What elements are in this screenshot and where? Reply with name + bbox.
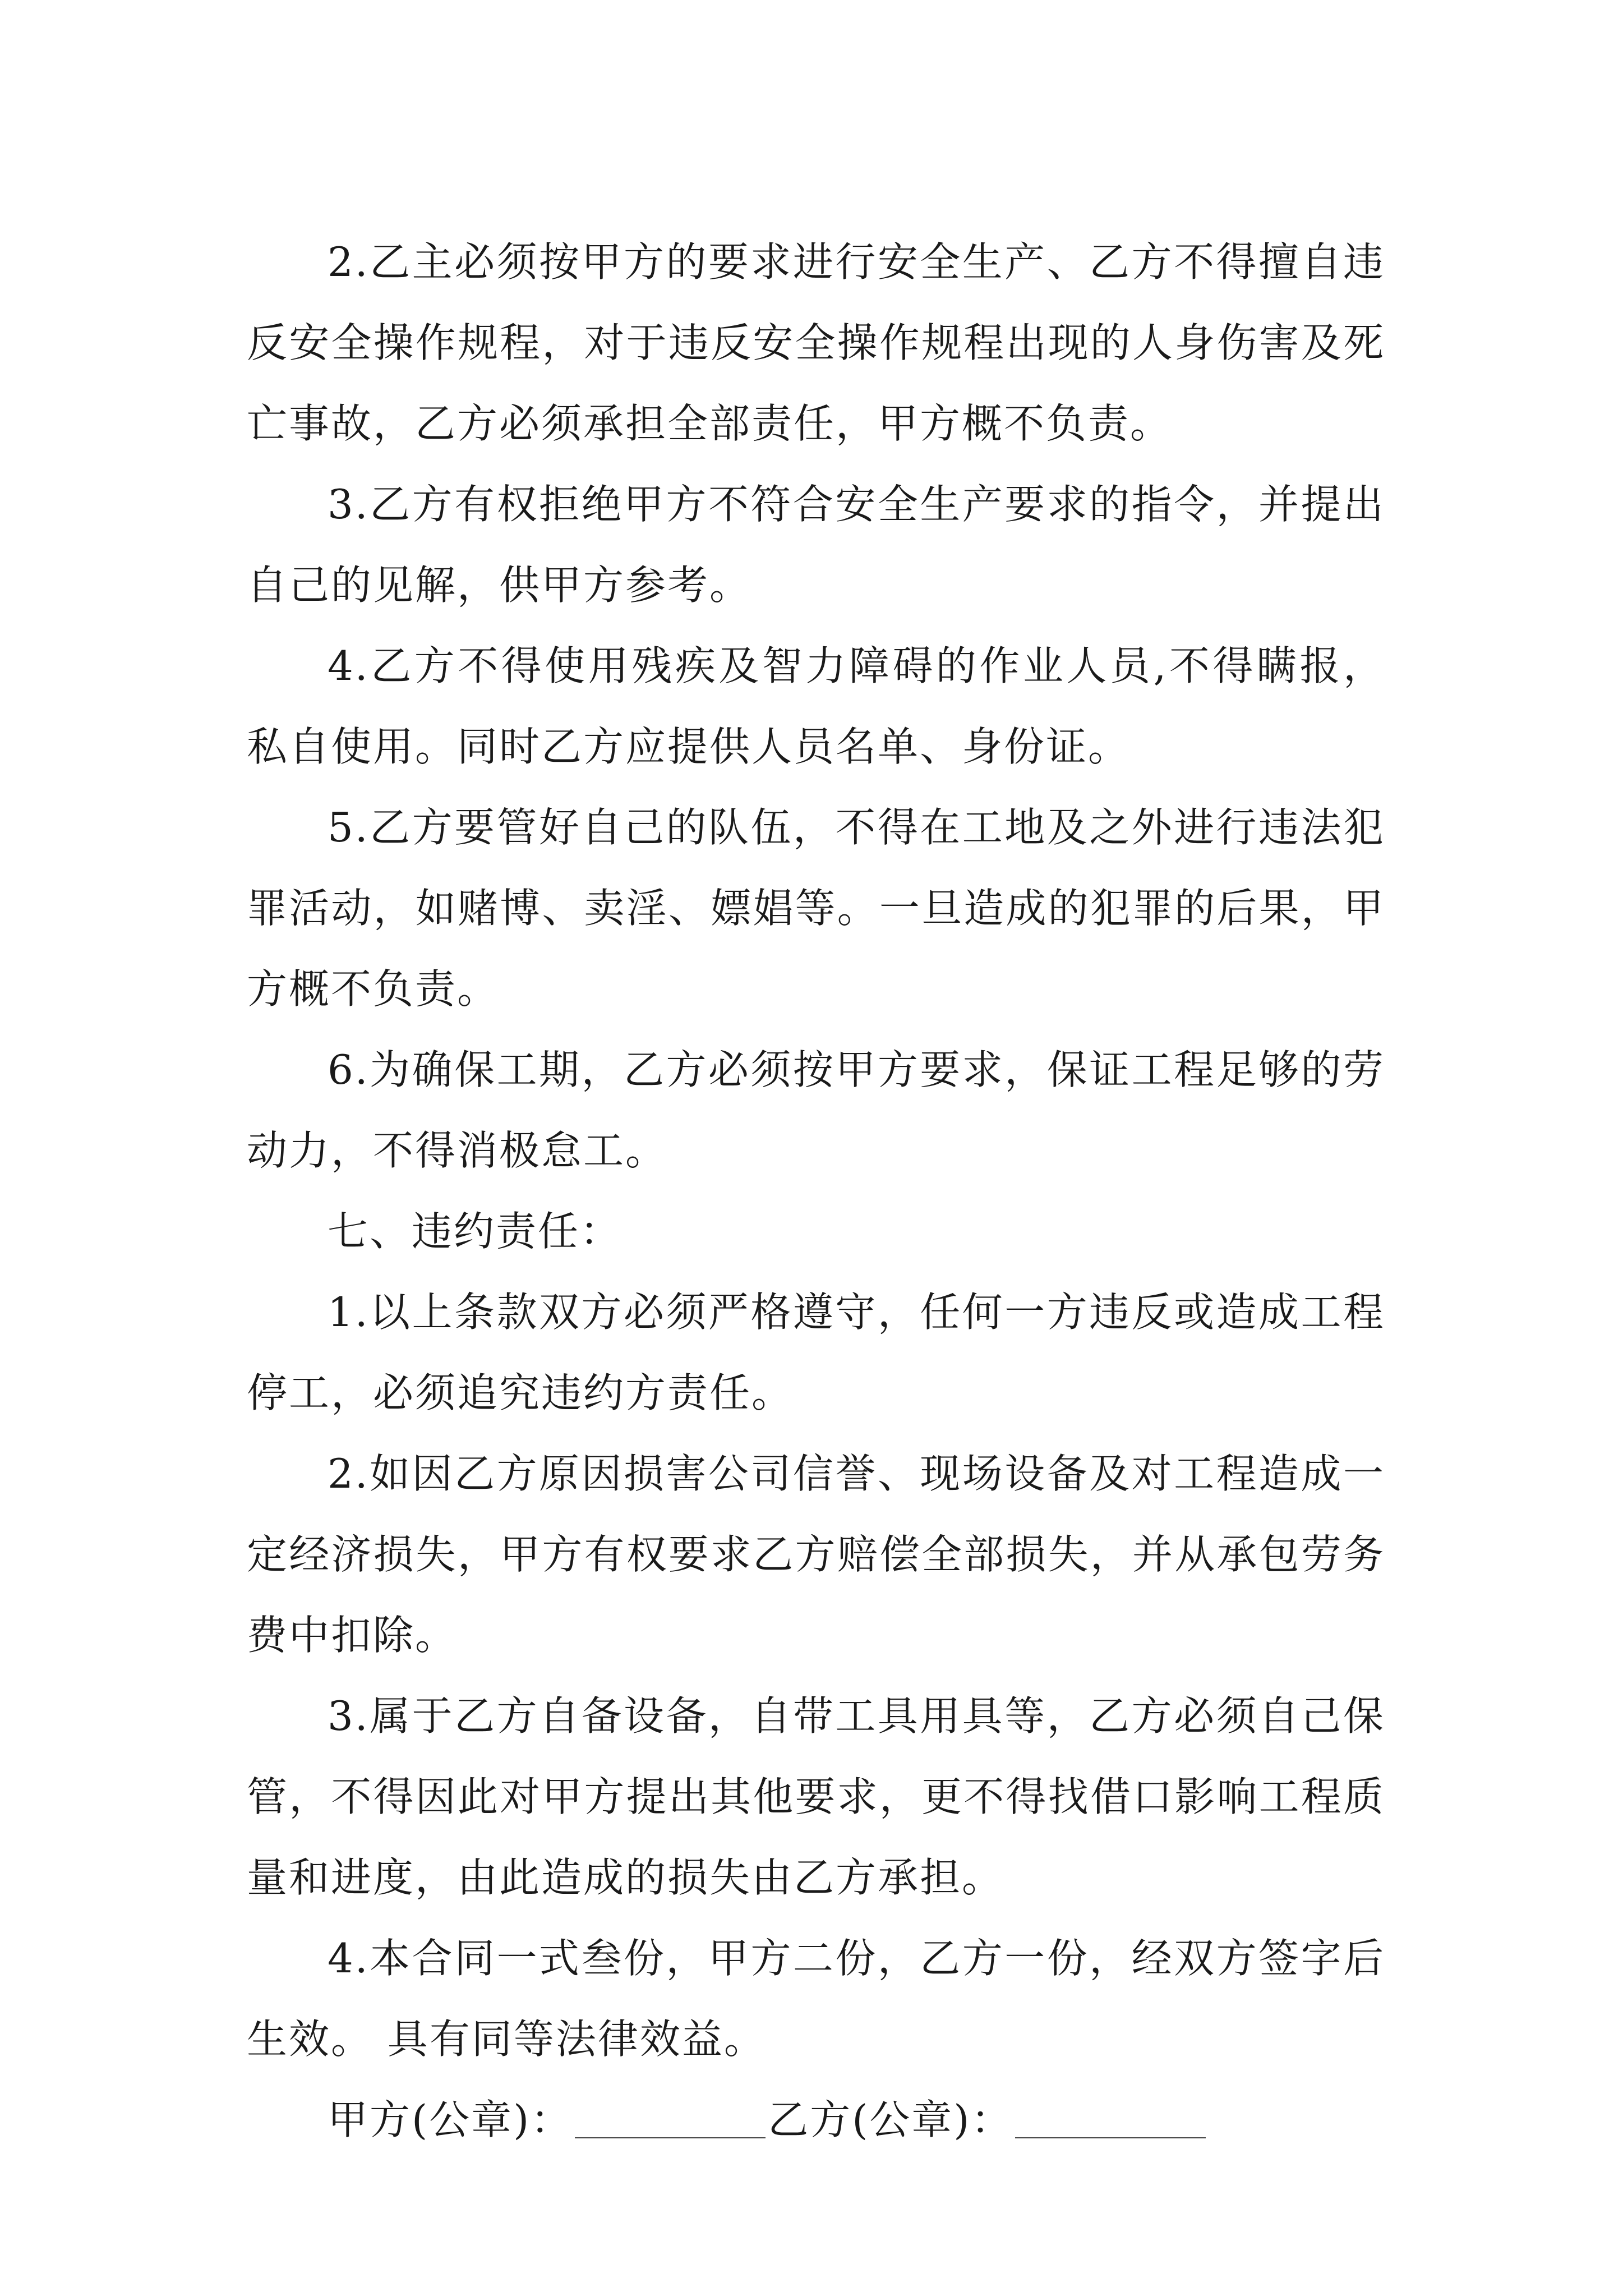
party-b-signature-blank bbox=[1015, 2097, 1206, 2138]
contract-body bbox=[247, 222, 1385, 2160]
clause-paragraph: 3.属于乙方自备设备，自带工具用具等，乙方必须自己保管，不得因此对甲方提出其他要求，更不得找借口影响工程质量和进度，由此造成的损失由乙方承担。 bbox=[247, 1692, 1385, 1901]
section-heading: 七、违约责任： bbox=[328, 1208, 623, 1255]
party-b-seal-label: 乙方(公章)： bbox=[768, 2096, 1013, 2143]
clause-paragraph: 6.为确保工期，乙方必须按甲方要求，保证工程足够的劳动力，不得消极怠工。 bbox=[247, 1046, 1385, 1174]
clause-paragraph: 4.本合同一式叁份，甲方二份，乙方一份，经双方签字后生效。 具有同等法律效益。 bbox=[247, 1935, 1385, 2063]
clause-paragraph: 1.以上条款双方必须严格遵守，任何一方违反或造成工程停工，必须追究违约方责任。 bbox=[247, 1289, 1385, 1416]
clause-paragraph: 2.乙主必须按甲方的要求进行安全生产、乙方不得擅自违反安全操作规程，对于违反安全操作规程出现的人身伤害及死亡事故，乙方必须承担全部责任，甲方概不负责。 bbox=[247, 238, 1385, 447]
party-a-seal-label: 甲方(公章)： bbox=[328, 2096, 573, 2143]
clause-paragraph: 4.乙方不得使用残疾及智力障碍的作业人员,不得瞒报，私自使用。同时乙方应提供人员名单、身份证。 bbox=[247, 642, 1385, 770]
clause-paragraph: 3.乙方有权拒绝甲方不符合安全生产要求的指令，并提出自己的见解，供甲方参考。 bbox=[247, 481, 1385, 609]
party-a-signature-blank bbox=[575, 2097, 766, 2138]
signature-line bbox=[247, 2079, 1385, 2160]
clause-paragraph: 5.乙方要管好自己的队伍，不得在工地及之外进行违法犯罪活动，如赌博、卖淫、嫖娼等。一旦造成的犯罪的后果，甲方概不负责。 bbox=[247, 804, 1385, 1013]
clause-paragraph: 2.如因乙方原因损害公司信誉、现场设备及对工程造成一定经济损失，甲方有权要求乙方赔偿全部损失，并从承包劳务费中扣除。 bbox=[247, 1450, 1385, 1659]
